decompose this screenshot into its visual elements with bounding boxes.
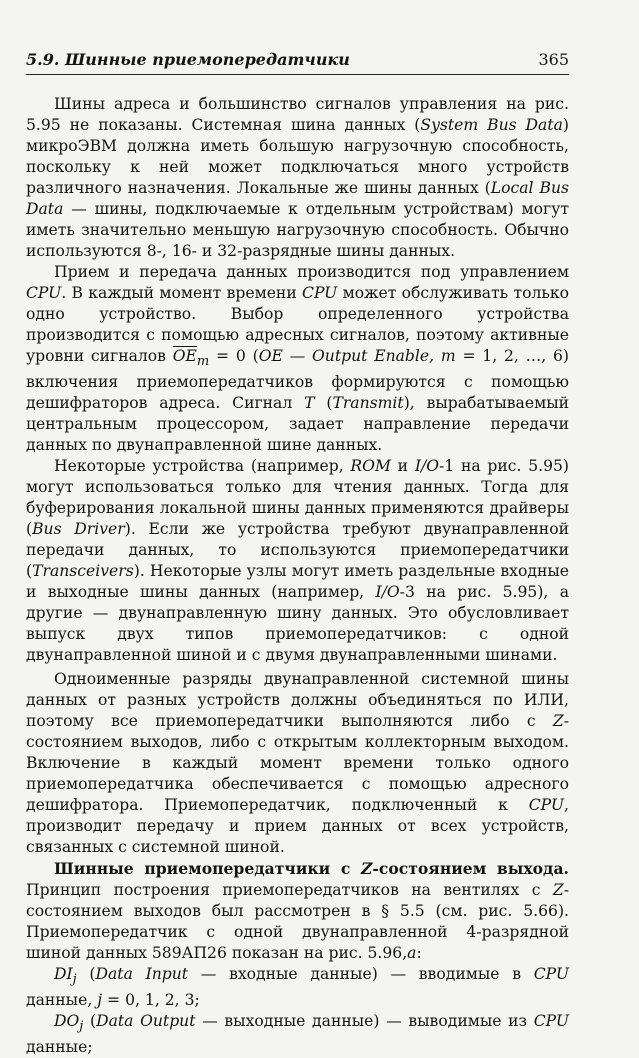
- text-run: Z: [552, 881, 564, 900]
- text-run: j: [97, 991, 103, 1010]
- text-run: -состоянием выходов, либо с открытым коллекторным выходом. Включение в каждый момент времени только одного приемопередатчика обеспечивается с помощью адресного дешифратора. Приемопередатчик, подключенный к: [26, 712, 569, 815]
- text-run: (: [76, 965, 96, 984]
- text-run: CPU: [26, 284, 62, 302]
- text-run: -состоянием выхода.: [372, 859, 569, 879]
- text-run: j: [79, 1019, 84, 1035]
- text-run: DI: [54, 965, 73, 984]
- text-run: — выходные данные) — выводимые из: [195, 1012, 534, 1031]
- text-run: ) микроЭВМ должна иметь большую нагрузочную способность, поскольку к ней может подключаться много устройств различного назначения. Локальные же шины данных (: [26, 116, 569, 197]
- text-run: (: [83, 1012, 97, 1031]
- text-run: Bus Driver: [32, 520, 125, 539]
- text-run: Local Bus Data: [26, 179, 569, 218]
- text-run: $\overline{OE}$: [172, 347, 197, 365]
- text-run: -3 на рис. 5.95), а другие — двунаправленную шину данных. Это обусловливает выпуск двух типов приемопередатчиков: с одной двунаправленной шиной и с двумя двунаправленными шинами.: [26, 583, 569, 665]
- text-run: -1 на рис. 5.95) могут использоваться только для чтения данных. Тогда для буферирования локальной шины данных применяются драйверы (: [26, 457, 570, 539]
- text-run: Одноименные разряды двунаправленной системной шины данных от разных устройств должны объединяться по ИЛИ, поэтому все приемопередатчики выполняются либо с: [26, 670, 569, 731]
- paragraph-z-state-heading: [26, 858, 569, 964]
- text-run: Принцип построения приемопередатчиков на вентилях с: [26, 881, 553, 900]
- text-run: CPU: [302, 284, 338, 302]
- text-run: Transmit: [332, 394, 404, 413]
- text-run: T: [304, 394, 315, 413]
- text-run: DO: [54, 1012, 80, 1031]
- text-run: , производит передачу и прием данных от всех устройств, связанных с системной шиной.: [26, 796, 569, 857]
- text-run: Шинные приемопередатчики с: [54, 859, 361, 879]
- text-run: а: [407, 944, 417, 963]
- text-run: m: [196, 354, 210, 370]
- paragraph-wired-or: [26, 669, 569, 858]
- text-run: = 0 (: [209, 347, 259, 365]
- text-run: j: [72, 972, 77, 988]
- text-run: и: [390, 457, 415, 476]
- text-run: — шины, подключаемые к отдельным устройствам) могут иметь значительно меньшую нагрузочную способность. Обычно используются 8-, 16- и 32-разрядные шины данных.: [26, 200, 569, 260]
- text-run: I/O: [375, 583, 400, 602]
- text-run: (: [314, 394, 333, 413]
- text-run: Z: [360, 859, 373, 879]
- text-run: Некоторые устройства (например,: [54, 457, 351, 476]
- text-run: . В каждый момент времени: [61, 284, 303, 302]
- body-text: [26, 94, 569, 1058]
- paragraph-system-bus: [26, 94, 569, 262]
- text-run: — входные данные) — вводимые в: [188, 965, 534, 984]
- text-run: I/O: [414, 457, 440, 476]
- text-run: ROM: [350, 457, 391, 476]
- text-run: :: [416, 944, 422, 963]
- text-run: ). Некоторые узлы могут иметь раздельные входные и выходные шины данных (например,: [26, 562, 569, 602]
- page-number: 365: [538, 50, 569, 69]
- text-run: Прием и передача данных производится под управлением: [54, 263, 569, 281]
- header-rule: [26, 74, 569, 75]
- text-run: Transceivers: [32, 562, 134, 581]
- text-run: OE — Output Enable, m: [258, 347, 456, 365]
- text-run: данные;: [26, 1038, 93, 1057]
- section-title: 5.9. Шинные приемопередатчики: [26, 50, 350, 69]
- paragraph-data-input: [26, 964, 569, 1011]
- text-run: ), вырабатываемый центральным процессором, задает направление передачи данных по двунаправленной шине данных.: [26, 394, 569, 455]
- text-run: ). Если же устройства требуют двунаправленной передачи данных, то используются приемопередатчики (: [26, 520, 569, 581]
- text-run: CPU: [533, 1012, 569, 1031]
- text-run: System Bus Data: [420, 116, 563, 134]
- text-run: Data Output: [96, 1012, 196, 1031]
- paragraph-data-output: [26, 1011, 569, 1058]
- running-header: [26, 50, 569, 69]
- text-run: может обслуживать только одно устройство. Выбор определенного устройства производится с помощью адресных сигналов, поэтому активные уровни сигналов: [26, 284, 570, 365]
- paragraph-cpu-control: [26, 262, 569, 456]
- text-run: CPU: [533, 965, 569, 984]
- text-run: = 1, 2, …, 6) включения приемопередатчиков формируются с помощью дешифраторов адреса. Сигнал: [26, 347, 569, 413]
- text-run: данные,: [26, 991, 98, 1010]
- text-run: = 0, 1, 2, 3;: [102, 991, 200, 1010]
- paragraph-read-only-devices: [26, 456, 569, 666]
- text-run: Шины адреса и большинство сигналов управления на рис. 5.95 не показаны. Системная шина данных (: [26, 95, 569, 134]
- text-run: CPU: [528, 796, 565, 815]
- text-run: Z: [552, 712, 564, 731]
- text-run: -состоянием выходов был рассмотрен в § 5.5 (см. рис. 5.66). Приемопередатчик с одной двунаправленной 4-разрядной шиной данных 589АП26 показан на рис. 5.96,: [26, 881, 569, 963]
- text-run: Data Input: [95, 965, 189, 984]
